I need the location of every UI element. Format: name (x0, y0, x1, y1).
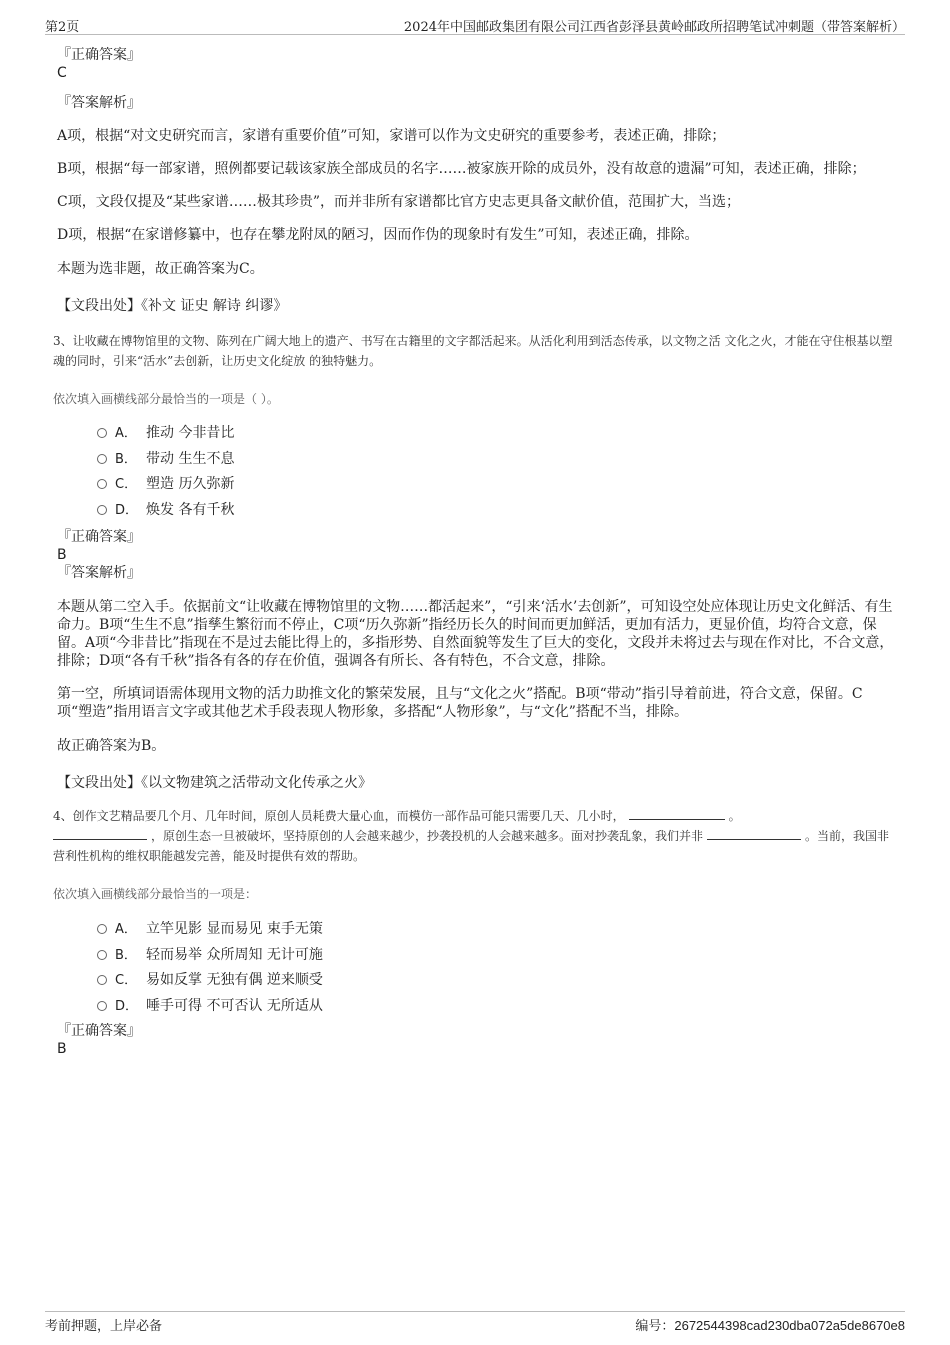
option-c[interactable] (57, 473, 897, 499)
fill-blank (629, 807, 725, 820)
q3-answer-block (57, 528, 897, 582)
stem-part: 4、创作文艺精品要几个月、几年时间，原创人员耗费大量心血，而模仿一部作品可能只需要几天、几小时， (53, 809, 625, 823)
document-title: 2024年中国邮政集团有限公司江西省彭泽县黄岭邮政所招聘笔试冲刺题（带答案解析） (403, 20, 905, 35)
option-a[interactable] (57, 422, 897, 448)
option-label: D． (115, 998, 139, 1014)
option-text: 立竿见影 显而易见 束手无策 (146, 921, 323, 937)
option-label: A． (115, 922, 137, 937)
document-id (635, 1315, 905, 1334)
conclusion: 本题为选非题，故正确答案为C。 (57, 261, 264, 277)
conclusion: 故正确答案为B。 (57, 738, 166, 754)
option-d[interactable] (57, 499, 897, 525)
radio-icon[interactable] (97, 505, 107, 515)
page-footer (45, 1311, 905, 1334)
question-prompt: 依次填入画横线部分最恰当的一项是： (53, 887, 258, 901)
analysis-paragraph: B项，根据“每一部家谱，照例都要记载该家族全部成员的名字……被家族开除的成员外，没有故意的遗漏”可知，表述正确，排除； (57, 161, 866, 177)
option-a[interactable] (57, 918, 897, 944)
question-stem (53, 806, 897, 866)
stem-part: ，原创生态一旦被破坏，坚持原创的人会越来越少，抄袭投机的人会越来越多。面对抄袭乱象，我们并非 (151, 829, 704, 843)
question-prompt: 依次填入画横线部分最恰当的一项是（ ）。 (53, 392, 279, 406)
option-text: 轻而易举 众所周知 无计可施 (146, 946, 323, 963)
option-d[interactable] (57, 995, 897, 1021)
option-c[interactable] (57, 969, 897, 995)
answer-label: 『正确答案』 (57, 1023, 141, 1039)
radio-icon[interactable] (97, 950, 107, 960)
page-header (45, 14, 905, 35)
analysis-label: 『答案解析』 (57, 95, 141, 111)
id-label: 编号： (635, 1319, 675, 1334)
footer-slogan: 考前押题，上岸必备 (45, 1319, 163, 1334)
source-citation: 【文段出处】《以文物建筑之活带动文化传承之火》 (57, 775, 372, 791)
radio-icon[interactable] (97, 454, 107, 464)
analysis-paragraph: C项，文段仅提及“某些家谱……极其珍贵”，而并非所有家谱都比官方史志更具备文献价值，范围扩大，当选； (57, 194, 741, 210)
option-text: 带动 生生不息 (146, 450, 235, 467)
source-citation: 【文段出处】《补文 证史 解诗 纠谬》 (57, 298, 288, 314)
option-label: B． (115, 451, 137, 467)
option-label: C． (115, 973, 138, 988)
radio-icon[interactable] (97, 924, 107, 934)
option-b[interactable] (57, 944, 897, 970)
answer-label: 『正确答案』 (57, 47, 141, 63)
analysis-paragraph: 第一空，所填词语需体现用文物的活力助推文化的繁荣发展，且与“文化之火”搭配。B项“带动”指引导着前进，符合文意，保留。C项“塑造”指用语言文字或其他艺术手段表现人物形象，多搭配“人物形象”，与“文化”搭配不当，排除。 (57, 686, 863, 720)
q4-answer-block (57, 1022, 897, 1058)
option-text: 推动 今非昔比 (146, 425, 235, 441)
option-label: C． (115, 477, 138, 492)
analysis-paragraph: A项，根据“对文史研究而言，家谱有重要价值”可知，家谱可以作为文史研究的重要参考，表述正确，排除； (57, 128, 726, 144)
stem-part: 。当前，我国非营利性机构的维权职能越发完善，能及时提供有效的帮助。 (53, 829, 890, 863)
stem-period: 。 (728, 809, 741, 823)
option-label: D． (115, 502, 139, 518)
analysis-paragraph: 本题从第二空入手。依据前文“让收藏在博物馆里的文物……都活起来”，“引来‘活水’去创新”，可知设空处应体现让历史文化鲜活、有生命力。B项“生生不息”指孳生繁衍而不停止，C项“历久弥新”指经历长久的时间而更加鲜活，更加有活力，更显价值，均符合文意，保留。A项“今非昔比”指现在不是过去能比得上的，多指形势、自然面貌等发生了巨大的变化，文段并未将过去与现在作对比，不合文意，排除；D项“各有千秋”指各有各的存在价值，强调各有所长、各有特色，不合文意，排除。 (57, 599, 894, 669)
question-stem: 3、让收藏在博物馆里的文物、陈列在广阔大地上的遗产、书写在古籍里的文字都活起来。从活化利用到活态传承，以文物之活 文化之火，才能在守住根基以塑魂的同时，引来“活水”去创新，让历史文化绽放 的独特魅力。 (53, 334, 893, 368)
answer-value: C (57, 65, 67, 81)
fill-blank (53, 827, 147, 840)
option-text: 焕发 各有千秋 (146, 501, 235, 518)
radio-icon[interactable] (97, 479, 107, 489)
option-text: 易如反掌 无独有偶 逆来顺受 (146, 972, 323, 988)
answer-value: B (57, 547, 67, 563)
analysis-label: 『答案解析』 (57, 565, 141, 581)
option-text: 唾手可得 不可否认 无所适从 (146, 997, 323, 1014)
page-number: 第2页 (45, 20, 80, 35)
option-b[interactable] (57, 448, 897, 474)
option-label: A． (115, 426, 137, 441)
analysis-paragraph: D项，根据“在家谱修纂中，也存在攀龙附凤的陋习，因而作伪的现象时有发生”可知，表述正确，排除。 (57, 227, 699, 243)
option-list (57, 422, 897, 524)
option-label: B． (115, 947, 137, 963)
answer-label: 『正确答案』 (57, 529, 141, 545)
answer-value: B (57, 1041, 67, 1057)
option-text: 塑造 历久弥新 (146, 476, 235, 492)
option-list (57, 918, 897, 1020)
content (53, 46, 897, 1058)
radio-icon[interactable] (97, 428, 107, 438)
q2-answer-block (57, 46, 897, 82)
fill-blank (707, 827, 801, 840)
id-code: 2672544398cad230dba072a5de8670e8 (674, 1318, 905, 1333)
radio-icon[interactable] (97, 975, 107, 985)
radio-icon[interactable] (97, 1001, 107, 1011)
